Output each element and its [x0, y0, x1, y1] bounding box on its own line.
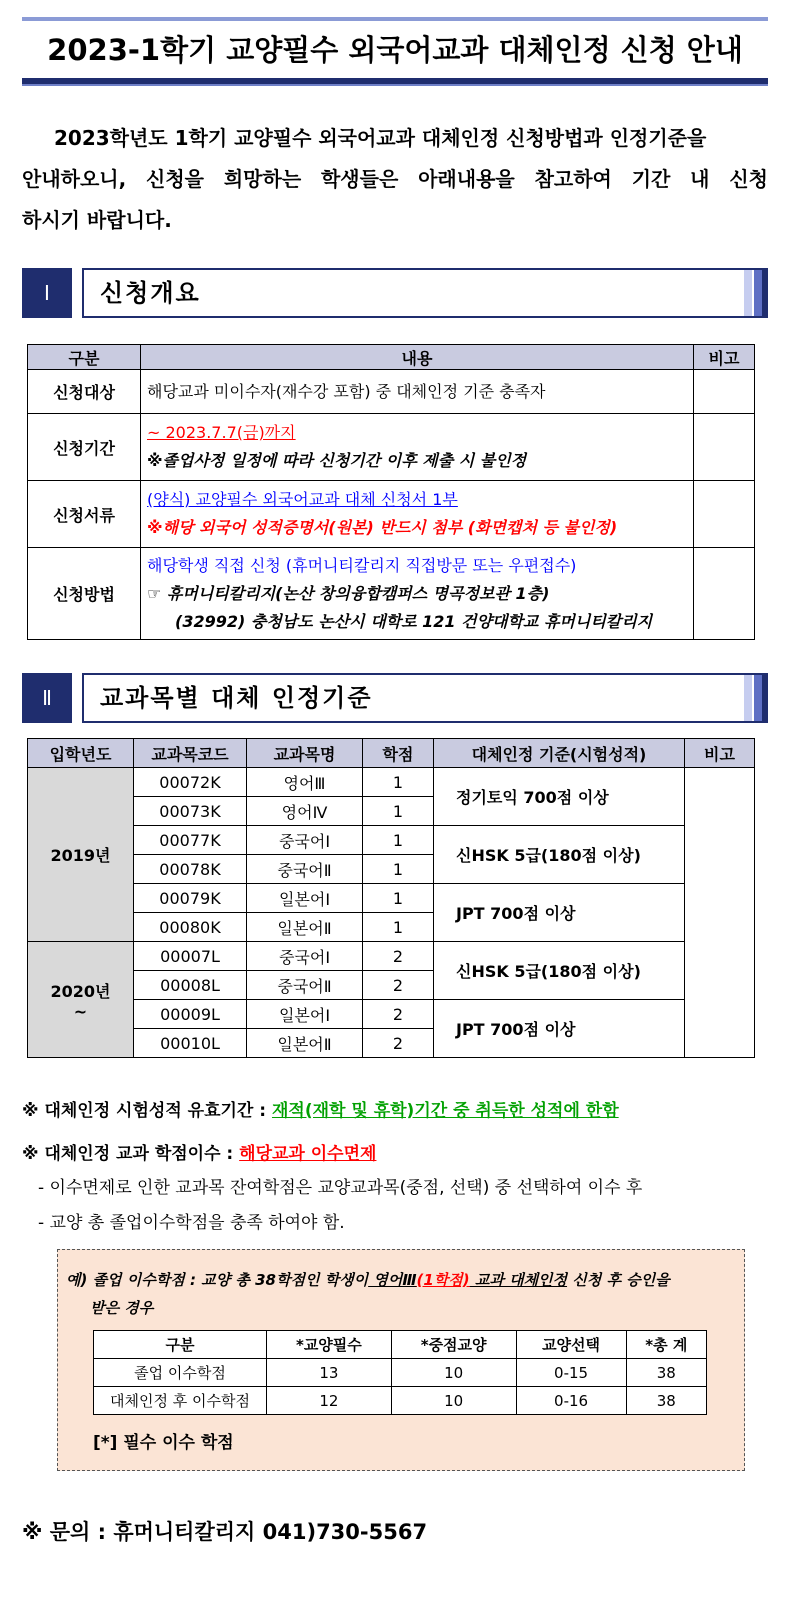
course-code: 00010L — [134, 1029, 247, 1058]
method-line-2: ☞ 휴머니티칼리지(논산 창의융합캠퍼스 명곡정보관 1층) — [147, 583, 550, 603]
title-top-rule — [22, 17, 768, 21]
ex-cell: 12 — [267, 1387, 392, 1415]
note-validity-value: 재적(재학 및 휴학)기간 중 취득한 성적에 한함 — [271, 1101, 619, 1121]
decor-bar-light — [744, 270, 752, 316]
course-name: 일본어Ⅰ — [247, 1000, 363, 1029]
course-name: 일본어Ⅰ — [247, 884, 363, 913]
documents-form-link[interactable]: (양식) 교양필수 외국어교과 대체 신청서 1부 — [147, 490, 458, 509]
decor-bar-dark — [762, 675, 766, 721]
ex-cell: 38 — [626, 1359, 706, 1387]
section-1-title: 신청개요 — [100, 279, 201, 307]
course-name: 일본어Ⅱ — [247, 913, 363, 942]
row-label-method: 신청방법 — [28, 548, 141, 640]
course-name: 중국어Ⅰ — [247, 826, 363, 855]
documents-note: ※해당 외국어 성적증명서(원본) 반드시 첨부 (화면캡처 등 불인정) — [147, 518, 618, 537]
ex-cell: 대체인정 후 이수학점 — [94, 1387, 267, 1415]
method-remarks — [694, 548, 755, 640]
course-name: 중국어Ⅰ — [247, 942, 363, 971]
course-credit: 2 — [363, 1029, 434, 1058]
standard-jpt: JPT 700점 이상 — [434, 884, 685, 942]
note-validity-label: ※ 대체인정 시험성적 유효기간 : — [22, 1101, 272, 1121]
ex-cell: 10 — [391, 1387, 516, 1415]
course-credit: 2 — [363, 942, 434, 971]
note-credit-value: 해당교과 이수면제 — [239, 1144, 377, 1164]
course-credit: 2 — [363, 971, 434, 1000]
col-header-code: 교과목코드 — [134, 739, 247, 768]
section-2-title: 교과목별 대체 인정기준 — [100, 684, 373, 712]
ex-cell: 0-15 — [516, 1359, 626, 1387]
course-code: 00007L — [134, 942, 247, 971]
standard-hsk: 신HSK 5급(180점 이상) — [434, 826, 685, 884]
intro-line-1: 2023학년도 1학기 교양필수 외국어교과 대체인정 신청방법과 인정기준을 — [54, 126, 707, 150]
example-box — [57, 1249, 745, 1471]
intro-paragraph — [22, 118, 768, 241]
ex-cell: 0-16 — [516, 1387, 626, 1415]
ex-col-total: *총 계 — [626, 1331, 706, 1359]
course-credit: 1 — [363, 826, 434, 855]
col-header-credit: 학점 — [363, 739, 434, 768]
period-remarks — [694, 414, 755, 481]
col-header-category: 구분 — [28, 345, 141, 370]
title-bottom-rule-accent — [22, 84, 768, 86]
course-name: 영어Ⅳ — [247, 797, 363, 826]
method-line-3: (32992) 충청남도 논산시 대학로 121 건양대학교 휴머니티칼리지 — [175, 611, 653, 631]
example-text — [66, 1266, 736, 1322]
ex-cell: 10 — [391, 1359, 516, 1387]
substitution-criteria-table — [27, 738, 755, 1058]
decor-bar-light — [744, 675, 752, 721]
col-header-course: 교과목명 — [247, 739, 363, 768]
year-2020-label: 2020년 — [50, 981, 111, 1001]
period-note: ※졸업사정 일정에 따라 신청기간 이후 제출 시 불인정 — [147, 451, 527, 470]
ex-cell: 13 — [267, 1359, 392, 1387]
ex-cell: 38 — [626, 1387, 706, 1415]
col-header-remarks: 비고 — [694, 345, 755, 370]
section-1-title-box — [82, 268, 768, 318]
decor-bar-dark — [762, 270, 766, 316]
course-name: 영어Ⅲ — [247, 768, 363, 797]
page-title: 2023-1학기 교양필수 외국어교과 대체인정 신청 안내 — [47, 33, 743, 67]
col-header-content: 내용 — [141, 345, 694, 370]
ex-cell: 졸업 이수학점 — [94, 1359, 267, 1387]
note-credit-label: ※ 대체인정 교과 학점이수 : — [22, 1144, 240, 1164]
course-credit: 1 — [363, 797, 434, 826]
remarks-cell — [685, 768, 755, 1058]
course-code: 00080K — [134, 913, 247, 942]
example-credit-table — [93, 1330, 707, 1415]
example-footnote: [*] 필수 이수 학점 — [93, 1433, 234, 1453]
year-2020-tilde: ~ — [73, 1001, 88, 1021]
section-2-header — [22, 673, 766, 723]
standard-jpt: JPT 700점 이상 — [434, 1000, 685, 1058]
target-remarks — [694, 370, 755, 414]
decor-bar-mid — [754, 675, 762, 721]
note-validity — [22, 1096, 619, 1121]
ex-col-required: *교양필수 — [267, 1331, 392, 1359]
section-1-number: Ⅰ — [22, 268, 72, 318]
intro-line-2: 안내하오니, 신청을 희망하는 학생들은 아래내용을 참고하여 기간 내 신청 — [22, 167, 768, 191]
ex-col-elective: 교양선택 — [516, 1331, 626, 1359]
contact-info: ※ 문의 : 휴머니티칼리지 041)730-5567 — [22, 1520, 428, 1544]
row-label-target: 신청대상 — [28, 370, 141, 414]
col-header-standard: 대체인정 기준(시험성적) — [434, 739, 685, 768]
course-name: 일본어Ⅱ — [247, 1029, 363, 1058]
standard-toeic: 정기토익 700점 이상 — [434, 768, 685, 826]
course-credit: 1 — [363, 855, 434, 884]
decor-bar-mid — [754, 270, 762, 316]
standard-hsk: 신HSK 5급(180점 이상) — [434, 942, 685, 1000]
note-sub-1: - 이수면제로 인한 교과목 잔여학점은 교양교과목(중점, 선택) 중 선택하여 이수 후 — [38, 1178, 643, 1198]
course-credit: 2 — [363, 1000, 434, 1029]
year-2020-onward — [28, 942, 134, 1058]
documents-remarks — [694, 481, 755, 548]
period-content — [141, 414, 694, 481]
ex-col-core: *중점교양 — [391, 1331, 516, 1359]
documents-content — [141, 481, 694, 548]
method-line-1: 해당학생 직접 신청 (휴머니티칼리지 직접방문 또는 우편접수) — [147, 555, 577, 575]
course-name: 중국어Ⅱ — [247, 855, 363, 884]
section-2-title-box — [82, 673, 768, 723]
example-text-a: 예) 졸업 이수학점 : 교양 총 38학점인 학생이 — [66, 1271, 369, 1289]
note-sub-2: - 교양 총 졸업이수학점을 충족 하여야 함. — [38, 1213, 345, 1233]
example-text-e: 신청 후 승인을 — [567, 1271, 670, 1289]
col-header-year: 입학년도 — [28, 739, 134, 768]
application-overview-table — [27, 344, 755, 640]
course-code: 00079K — [134, 884, 247, 913]
year-2019: 2019년 — [28, 768, 134, 942]
example-text-b: 영어Ⅲ — [368, 1271, 417, 1289]
section-1-header — [22, 268, 766, 318]
example-text-c: (1학점) — [416, 1271, 470, 1289]
ex-col-category: 구분 — [94, 1331, 267, 1359]
course-credit: 1 — [363, 913, 434, 942]
method-content — [141, 548, 694, 640]
target-content: 해당교과 미이수자(재수강 포함) 중 대체인정 기준 충족자 — [141, 370, 694, 414]
section-2-number: Ⅱ — [22, 673, 72, 723]
example-text-f: 받은 경우 — [90, 1299, 154, 1317]
course-code: 00077K — [134, 826, 247, 855]
course-code: 00009L — [134, 1000, 247, 1029]
course-name: 중국어Ⅱ — [247, 971, 363, 1000]
course-credit: 1 — [363, 884, 434, 913]
col-header-remarks2: 비고 — [685, 739, 755, 768]
intro-line-3: 하시기 바랍니다. — [22, 208, 172, 232]
course-credit: 1 — [363, 768, 434, 797]
example-text-d: 교과 대체인정 — [469, 1271, 568, 1289]
course-code: 00072K — [134, 768, 247, 797]
row-label-period: 신청기간 — [28, 414, 141, 481]
course-code: 00008L — [134, 971, 247, 1000]
period-date: ~ 2023.7.7(금)까지 — [147, 423, 296, 442]
course-code: 00078K — [134, 855, 247, 884]
course-code: 00073K — [134, 797, 247, 826]
note-credit — [22, 1139, 376, 1164]
row-label-documents: 신청서류 — [28, 481, 141, 548]
